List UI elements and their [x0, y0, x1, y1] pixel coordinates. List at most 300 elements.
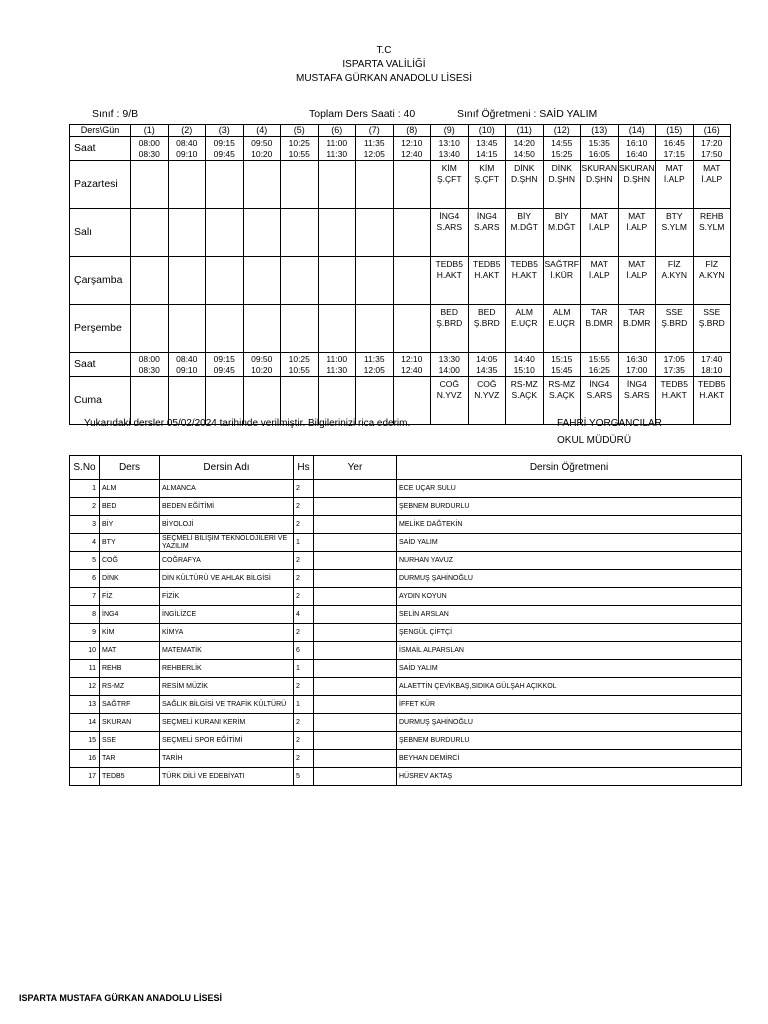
table-row — [70, 732, 742, 750]
total-hours-value: 40 — [403, 108, 416, 120]
lesson-cell — [656, 161, 694, 209]
period-start-time: 12:10 — [401, 353, 423, 364]
time-cell — [581, 353, 619, 377]
lesson-teacher: İ.ALP — [626, 270, 648, 280]
course-name: BİYOLOJİ — [160, 516, 294, 534]
weekly-hours: 2 — [294, 624, 314, 642]
lesson-cell — [656, 257, 694, 305]
lesson-code: MAT — [590, 211, 608, 221]
period-end-time: 11:30 — [326, 148, 348, 159]
course-teacher: SAİD YALIM — [397, 660, 742, 678]
period-end-time: 12:05 — [363, 148, 385, 159]
course-name: FİZİK — [160, 588, 294, 606]
room — [314, 732, 397, 750]
period-end-time: 16:25 — [588, 364, 610, 375]
period-start-time: 11:35 — [363, 137, 385, 148]
period-start-time: 16:30 — [626, 353, 648, 364]
period-end-time: 13:40 — [438, 148, 460, 159]
weekly-timetable — [69, 124, 731, 425]
course-teacher: ŞEBNEM BURDURLU — [397, 498, 742, 516]
lesson-code: REHB — [699, 211, 724, 221]
room — [314, 696, 397, 714]
lesson-cell — [131, 161, 169, 209]
class-teacher-label: Sınıf Öğretmeni : — [457, 108, 537, 120]
room — [314, 678, 397, 696]
period-end-time: 17:35 — [663, 364, 685, 375]
lesson-code: SSE — [665, 307, 683, 317]
weekly-hours: 6 — [294, 642, 314, 660]
time-cell — [243, 353, 281, 377]
footer-school-name: ISPARTA MUSTAFA GÜRKAN ANADOLU LİSESİ — [19, 993, 222, 1003]
period-start-time: 09:15 — [213, 353, 235, 364]
course-teacher: NURHAN YAVUZ — [397, 552, 742, 570]
header-line-governorship: ISPARTA VALİLİĞİ — [342, 59, 426, 70]
period-number: (5) — [281, 125, 319, 137]
period-end-time: 09:45 — [213, 364, 235, 375]
time-cell — [656, 353, 694, 377]
lesson-cell — [356, 305, 394, 353]
period-number: (10) — [468, 125, 506, 137]
period-end-time: 18:10 — [701, 364, 723, 375]
lesson-teacher: B.DMR — [585, 318, 613, 328]
lesson-cell — [618, 209, 656, 257]
lesson-cell — [206, 257, 244, 305]
principal-name: FAHRİ YORGANCILAR — [557, 418, 662, 429]
lesson-cell — [506, 257, 544, 305]
period-end-time: 10:20 — [251, 364, 273, 375]
period-number: (9) — [431, 125, 469, 137]
lesson-cell — [318, 209, 356, 257]
lesson-code: MAT — [628, 259, 646, 269]
room — [314, 750, 397, 768]
lesson-teacher: D.ŞHN — [623, 174, 650, 184]
lesson-cell — [543, 305, 581, 353]
lesson-teacher: S.ARS — [586, 390, 612, 400]
lesson-cell — [581, 305, 619, 353]
lesson-cell — [431, 209, 469, 257]
course-name: COĞRAFYA — [160, 552, 294, 570]
period-start-time: 09:50 — [251, 137, 273, 148]
period-end-time: 10:55 — [288, 364, 310, 375]
row-number: 14 — [70, 714, 100, 732]
lesson-code: COĞ — [439, 379, 459, 389]
period-start-time: 16:10 — [626, 137, 648, 148]
course-list-header — [70, 456, 742, 480]
lesson-cell — [243, 209, 281, 257]
class-teacher-info — [457, 108, 597, 120]
row-number: 1 — [70, 480, 100, 498]
room — [314, 642, 397, 660]
course-name: BEDEN EĞİTİMİ — [160, 498, 294, 516]
course-code: TAR — [100, 750, 160, 768]
course-code: RS-MZ — [100, 678, 160, 696]
course-code: FİZ — [100, 588, 160, 606]
lesson-cell — [468, 377, 506, 425]
period-start-time: 15:35 — [588, 137, 610, 148]
room — [314, 480, 397, 498]
room — [314, 498, 397, 516]
lesson-teacher: D.ŞHN — [548, 174, 575, 184]
course-code: İNG4 — [100, 606, 160, 624]
time-row — [70, 137, 731, 161]
period-start-time: 11:00 — [326, 137, 348, 148]
lesson-cell — [468, 161, 506, 209]
time-cell — [543, 353, 581, 377]
header-line-school: MUSTAFA GÜRKAN ANADOLU LİSESİ — [296, 73, 472, 84]
room — [314, 624, 397, 642]
row-number: 5 — [70, 552, 100, 570]
lesson-teacher: B.DMR — [623, 318, 651, 328]
day-name: Çarşamba — [70, 257, 131, 305]
time-cell — [431, 137, 469, 161]
lesson-code: MAT — [665, 163, 683, 173]
lesson-teacher: M.DĞT — [548, 222, 576, 232]
day-row — [70, 257, 731, 305]
day-row — [70, 161, 731, 209]
column-header: Dersin Adı — [160, 456, 294, 480]
lesson-cell — [693, 305, 731, 353]
lesson-cell — [168, 161, 206, 209]
day-name: Perşembe — [70, 305, 131, 353]
row-number: 9 — [70, 624, 100, 642]
lesson-teacher: İ.ALP — [701, 174, 723, 184]
time-cell — [506, 353, 544, 377]
time-cell — [356, 137, 394, 161]
course-code: COĞ — [100, 552, 160, 570]
lesson-cell — [206, 161, 244, 209]
lesson-code: İNG4 — [439, 211, 460, 221]
period-start-time: 14:05 — [476, 353, 498, 364]
period-start-time: 15:15 — [551, 353, 573, 364]
table-row — [70, 678, 742, 696]
class-teacher-value: SAİD YALIM — [539, 108, 598, 120]
table-row — [70, 552, 742, 570]
course-name: SAĞLIK BİLGİSİ VE TRAFİK KÜLTÜRÜ — [160, 696, 294, 714]
row-number: 3 — [70, 516, 100, 534]
period-number: (7) — [356, 125, 394, 137]
time-cell — [131, 353, 169, 377]
lesson-teacher: Ş.BRD — [473, 318, 500, 328]
day-name: Pazartesi — [70, 161, 131, 209]
time-cell — [543, 137, 581, 161]
lesson-teacher: S.ARS — [436, 222, 462, 232]
period-start-time: 14:20 — [513, 137, 535, 148]
lesson-code: İNG4 — [476, 211, 497, 221]
period-start-time: 08:00 — [138, 353, 160, 364]
period-end-time: 12:05 — [363, 364, 385, 375]
lesson-cell — [168, 209, 206, 257]
row-number: 16 — [70, 750, 100, 768]
course-code: DİNK — [100, 570, 160, 588]
course-name: SEÇMELİ KURANI KERİM — [160, 714, 294, 732]
period-end-time: 14:50 — [513, 148, 535, 159]
lesson-cell — [468, 257, 506, 305]
period-number: (15) — [656, 125, 694, 137]
lesson-cell — [243, 257, 281, 305]
time-cell — [618, 137, 656, 161]
time-cell — [281, 353, 319, 377]
day-name: Cuma — [70, 377, 131, 425]
course-teacher: ŞEBNEM BURDURLU — [397, 732, 742, 750]
lesson-teacher: İ.KÜR — [550, 270, 574, 280]
lesson-cell — [318, 161, 356, 209]
time-row — [70, 353, 731, 377]
period-end-time: 12:40 — [401, 148, 423, 159]
lesson-code: COĞ — [477, 379, 497, 389]
lesson-cell — [581, 161, 619, 209]
row-number: 6 — [70, 570, 100, 588]
course-name: TARİH — [160, 750, 294, 768]
table-row — [70, 642, 742, 660]
course-teacher: MELİKE DAĞTEKİN — [397, 516, 742, 534]
lesson-code: ALM — [515, 307, 533, 317]
period-start-time: 08:40 — [176, 353, 198, 364]
period-number: (16) — [693, 125, 731, 137]
table-row — [70, 570, 742, 588]
weekly-hours: 1 — [294, 534, 314, 552]
period-number: (6) — [318, 125, 356, 137]
room — [314, 588, 397, 606]
period-number: (3) — [206, 125, 244, 137]
lesson-code: SKURAN — [619, 163, 655, 173]
lesson-code: TEDB5 — [660, 379, 688, 389]
lesson-cell — [618, 305, 656, 353]
lesson-teacher: D.ŞHN — [511, 174, 538, 184]
course-teacher: HÜSREV AKTAŞ — [397, 768, 742, 786]
lesson-teacher: Ş.BRD — [661, 318, 688, 328]
period-end-time: 15:25 — [551, 148, 573, 159]
lesson-cell — [693, 257, 731, 305]
course-code: SSE — [100, 732, 160, 750]
period-start-time: 12:10 — [401, 137, 423, 148]
lesson-teacher: D.ŞHN — [586, 174, 613, 184]
row-number: 2 — [70, 498, 100, 516]
lesson-cell — [543, 257, 581, 305]
course-code: SAĞTRF — [100, 696, 160, 714]
lesson-code: SKURAN — [581, 163, 617, 173]
day-name: Salı — [70, 209, 131, 257]
lesson-cell — [506, 161, 544, 209]
period-number: (14) — [618, 125, 656, 137]
lesson-cell — [131, 209, 169, 257]
course-name: DİN KÜLTÜRÜ VE AHLAK BİLGİSİ — [160, 570, 294, 588]
lesson-code: BİY — [554, 211, 569, 221]
lesson-code: TAR — [628, 307, 645, 317]
column-header: Hs — [294, 456, 314, 480]
column-header: Ders — [100, 456, 160, 480]
lesson-teacher: M.DĞT — [510, 222, 538, 232]
time-cell — [131, 137, 169, 161]
class-value: 9/B — [122, 108, 139, 120]
lesson-cell — [656, 209, 694, 257]
period-end-time: 08:30 — [138, 364, 160, 375]
weekly-hours: 1 — [294, 660, 314, 678]
lesson-code: DİNK — [514, 163, 535, 173]
row-number: 10 — [70, 642, 100, 660]
weekly-hours: 2 — [294, 552, 314, 570]
lesson-code: İNG4 — [626, 379, 647, 389]
room — [314, 570, 397, 588]
class-label: Sınıf : — [92, 108, 120, 120]
time-cell — [693, 353, 731, 377]
time-cell — [431, 353, 469, 377]
course-name: SEÇMELİ SPOR EĞİTİMİ — [160, 732, 294, 750]
weekly-hours: 1 — [294, 696, 314, 714]
lesson-teacher: S.AÇK — [511, 390, 537, 400]
weekly-hours: 2 — [294, 498, 314, 516]
column-header: S.No — [70, 456, 100, 480]
principal-title: OKUL MÜDÜRÜ — [557, 435, 632, 446]
lesson-cell — [356, 161, 394, 209]
lesson-cell — [281, 305, 319, 353]
weekly-hours: 2 — [294, 516, 314, 534]
period-start-time: 17:40 — [701, 353, 723, 364]
row-number: 7 — [70, 588, 100, 606]
total-hours-info — [309, 108, 415, 120]
table-row — [70, 750, 742, 768]
lesson-teacher: H.AKT — [436, 270, 462, 280]
weekly-hours: 2 — [294, 732, 314, 750]
lesson-cell — [431, 257, 469, 305]
time-cell — [393, 137, 431, 161]
time-cell — [356, 353, 394, 377]
period-end-time: 12:40 — [401, 364, 423, 375]
room — [314, 714, 397, 732]
room — [314, 768, 397, 786]
course-list-table — [69, 455, 742, 786]
course-name: İNGİLİZCE — [160, 606, 294, 624]
room — [314, 606, 397, 624]
lesson-cell — [431, 305, 469, 353]
period-start-time: 14:40 — [513, 353, 535, 364]
course-teacher: SAİD YALIM — [397, 534, 742, 552]
lesson-teacher: A.KYN — [661, 270, 687, 280]
time-cell — [468, 353, 506, 377]
lesson-cell — [468, 209, 506, 257]
table-row — [70, 516, 742, 534]
lesson-cell — [168, 305, 206, 353]
lesson-code: RS-MZ — [510, 379, 538, 389]
lesson-teacher: Ş.BRD — [436, 318, 463, 328]
lesson-code: İNG4 — [589, 379, 610, 389]
lesson-cell — [243, 161, 281, 209]
period-end-time: 17:50 — [701, 148, 723, 159]
table-row — [70, 588, 742, 606]
lesson-cell — [393, 209, 431, 257]
course-name: SEÇMELİ BİLİŞİM TEKNOLOJİLERİ VE YAZILIM — [160, 534, 294, 552]
period-number: (2) — [168, 125, 206, 137]
lesson-cell — [318, 305, 356, 353]
period-number: (12) — [543, 125, 581, 137]
time-cell — [393, 353, 431, 377]
period-start-time: 13:45 — [476, 137, 498, 148]
course-name: KİMYA — [160, 624, 294, 642]
schedule-note: Yukarıdaki dersler 05/02/2024 tarihinde verilmiştir. Bilgilerinizi rica ederim. — [84, 418, 411, 429]
lesson-code: TEDB5 — [698, 379, 726, 389]
period-end-time: 09:10 — [176, 148, 198, 159]
course-code: BİY — [100, 516, 160, 534]
lesson-cell — [168, 257, 206, 305]
lesson-cell — [468, 305, 506, 353]
weekly-hours: 2 — [294, 714, 314, 732]
lesson-cell — [206, 305, 244, 353]
lesson-code: FİZ — [705, 259, 719, 269]
lesson-teacher: N.YVZ — [436, 390, 462, 400]
lesson-cell — [393, 305, 431, 353]
lesson-code: MAT — [590, 259, 608, 269]
row-number: 4 — [70, 534, 100, 552]
time-cell — [468, 137, 506, 161]
corner-label: Ders\Gün — [70, 125, 131, 137]
time-cell — [581, 137, 619, 161]
period-end-time: 17:00 — [626, 364, 648, 375]
time-cell — [318, 353, 356, 377]
time-cell — [506, 137, 544, 161]
day-row — [70, 305, 731, 353]
period-end-time: 09:45 — [213, 148, 235, 159]
table-row — [70, 768, 742, 786]
lesson-teacher: A.KYN — [698, 270, 725, 280]
lesson-teacher: H.AKT — [699, 390, 725, 400]
lesson-teacher: İ.ALP — [588, 222, 610, 232]
lesson-code: FİZ — [667, 259, 681, 269]
course-code: TEDB5 — [100, 768, 160, 786]
weekly-hours: 2 — [294, 480, 314, 498]
lesson-cell — [243, 305, 281, 353]
time-cell — [206, 353, 244, 377]
table-row — [70, 714, 742, 732]
course-name: TÜRK DİLİ VE EDEBİYATI — [160, 768, 294, 786]
time-cell — [243, 137, 281, 161]
period-end-time: 11:30 — [326, 364, 348, 375]
room — [314, 516, 397, 534]
lesson-cell — [506, 305, 544, 353]
lesson-cell — [581, 257, 619, 305]
room — [314, 552, 397, 570]
table-row — [70, 696, 742, 714]
lesson-cell — [581, 209, 619, 257]
lesson-cell — [506, 377, 544, 425]
period-start-time: 08:00 — [138, 137, 160, 148]
lesson-cell — [693, 209, 731, 257]
lesson-cell — [543, 161, 581, 209]
course-teacher: İFFET KÜR — [397, 696, 742, 714]
course-teacher: DURMUŞ ŞAHİNOĞLU — [397, 714, 742, 732]
lesson-code: TAR — [591, 307, 608, 317]
lesson-cell — [618, 161, 656, 209]
lesson-cell — [356, 257, 394, 305]
lesson-cell — [318, 257, 356, 305]
period-end-time: 09:10 — [176, 364, 198, 375]
course-name: MATEMATİK — [160, 642, 294, 660]
period-start-time: 15:55 — [588, 353, 610, 364]
lesson-teacher: S.ARS — [473, 222, 500, 232]
lesson-code: MAT — [628, 211, 646, 221]
course-teacher: DURMUŞ ŞAHİNOĞLU — [397, 570, 742, 588]
weekly-hours: 5 — [294, 768, 314, 786]
period-start-time: 08:40 — [176, 137, 198, 148]
time-cell — [206, 137, 244, 161]
period-end-time: 10:20 — [251, 148, 273, 159]
lesson-code: TEDB5 — [473, 259, 501, 269]
lesson-cell — [281, 257, 319, 305]
lesson-code: DİNK — [551, 163, 572, 173]
time-cell — [618, 353, 656, 377]
lesson-teacher: S.YLM — [698, 222, 725, 232]
lesson-cell — [618, 257, 656, 305]
period-end-time: 14:15 — [476, 148, 498, 159]
time-row-label: Saat — [70, 137, 131, 161]
